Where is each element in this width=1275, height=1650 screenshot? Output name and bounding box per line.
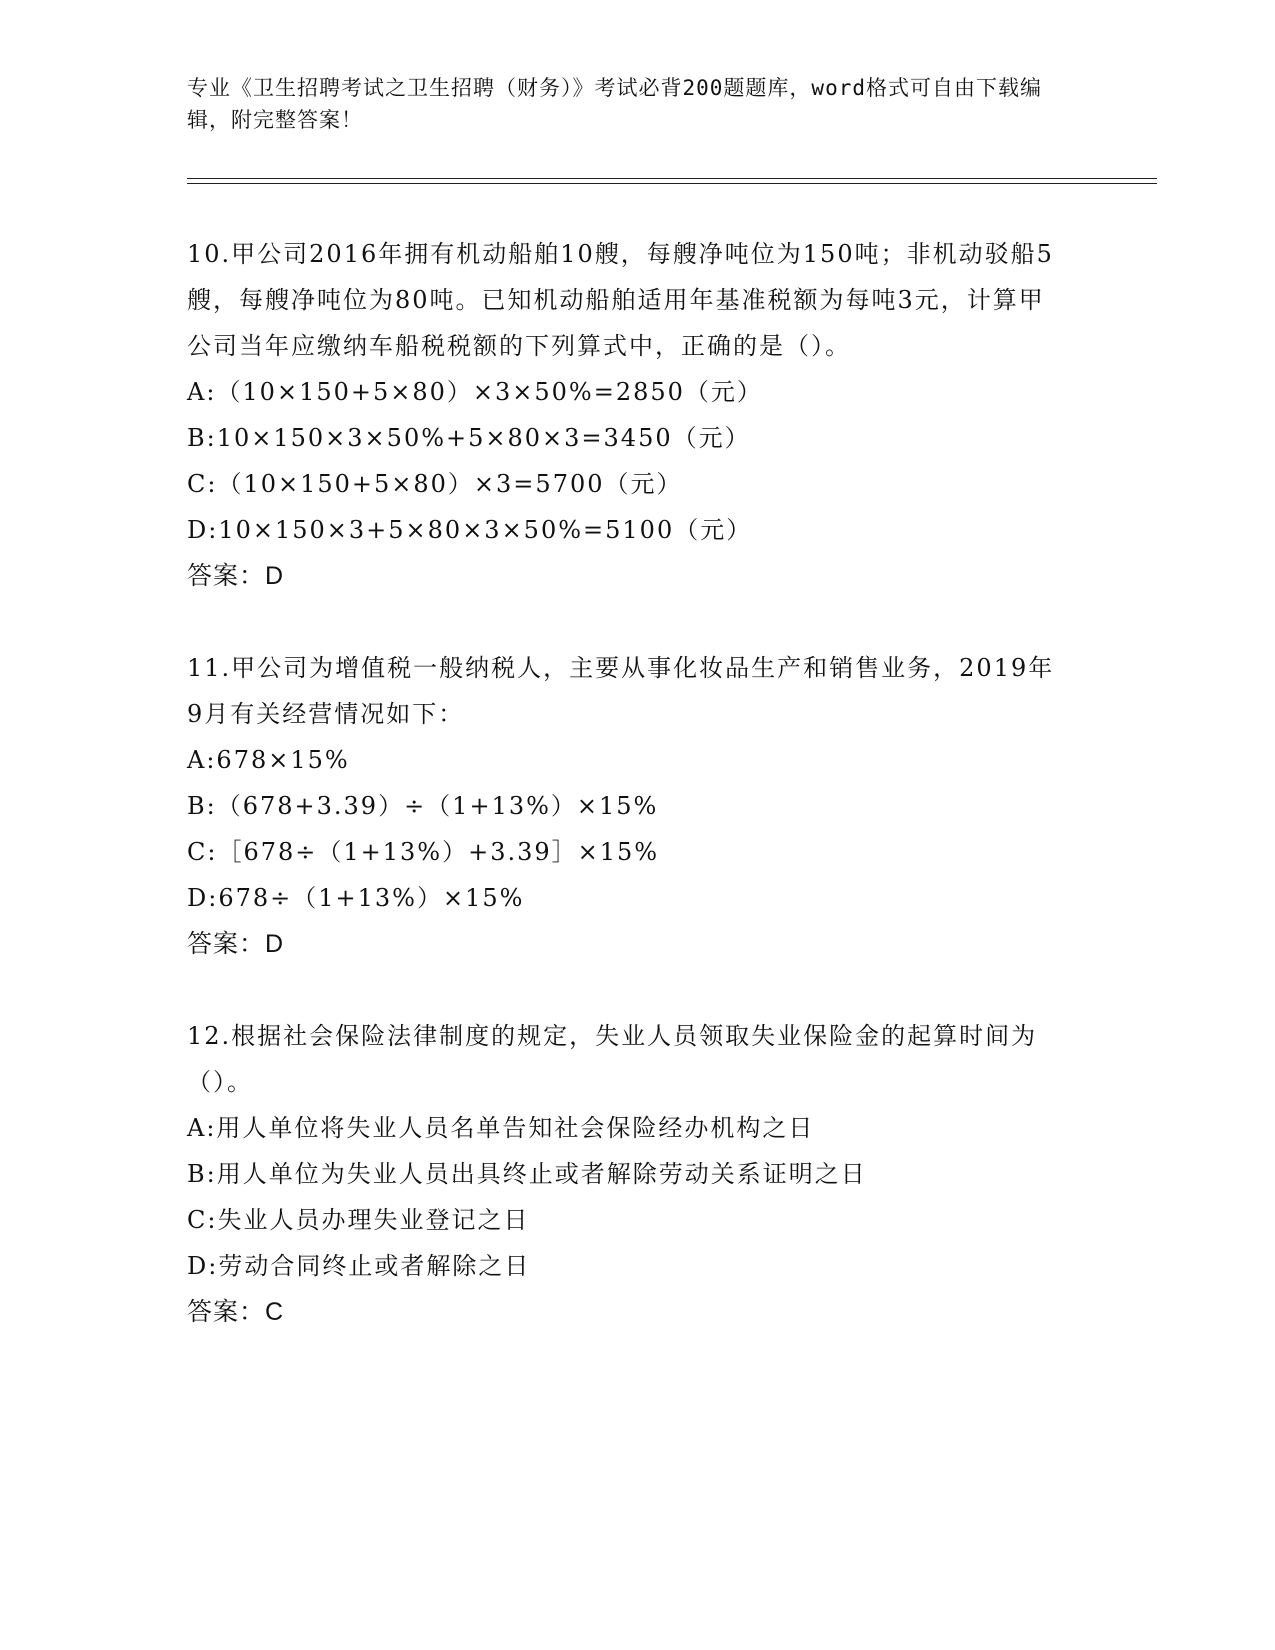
option-a: A:（10×150+5×80）×3×50%=2850（元） [187, 378, 763, 406]
answer: 答案：D [187, 930, 285, 958]
question-12 [187, 1013, 1067, 1335]
question-stem: 12.根据社会保险法律制度的规定，失业人员领取失业保险金的起算时间为（）。 [187, 1022, 1038, 1096]
question-list [187, 231, 1067, 1381]
option-c: C:失业人员办理失业登记之日 [187, 1206, 530, 1234]
question-stem: 11.甲公司为增值税一般纳税人，主要从事化妆品生产和销售业务，2019年9月有关经营情况如下： [187, 654, 1055, 728]
option-b: B:用人单位为失业人员出具终止或者解除劳动关系证明之日 [187, 1160, 867, 1188]
header-divider-bottom [187, 183, 1157, 184]
option-a: A:678×15% [187, 746, 350, 774]
option-d: D:10×150×3+5×80×3×50%=5100（元） [187, 516, 753, 544]
option-c: C:［678÷（1+13%）+3.39］×15% [187, 838, 660, 866]
option-c: C:（10×150+5×80）×3=5700（元） [187, 470, 683, 498]
option-d: D:678÷（1+13%）×15% [187, 884, 525, 912]
question-stem: 10.甲公司2016年拥有机动船舶10艘，每艘净吨位为150吨；非机动驳船5艘，每艘净吨位为80吨。已知机动船舶适用年基准税额为每吨3元，计算甲公司当年应缴纳车船税税额的下列算式中，正确的是（）。 [187, 240, 1054, 360]
option-b: B:10×150×3×50%+5×80×3=3450（元） [187, 424, 751, 452]
document-title: 专业《卫生招聘考试之卫生招聘（财务）》考试必背200题题库，word格式可自由下载编辑，附完整答案！ [187, 76, 1042, 132]
option-a: A:用人单位将失业人员名单告知社会保险经办机构之日 [187, 1114, 815, 1142]
option-b: B:（678+3.39）÷（1+13%）×15% [187, 792, 659, 820]
question-10 [187, 231, 1067, 599]
question-11 [187, 645, 1067, 967]
option-d: D:劳动合同终止或者解除之日 [187, 1252, 531, 1280]
answer: 答案：C [187, 1298, 285, 1326]
answer: 答案：D [187, 562, 285, 590]
header-divider-top [187, 178, 1157, 179]
